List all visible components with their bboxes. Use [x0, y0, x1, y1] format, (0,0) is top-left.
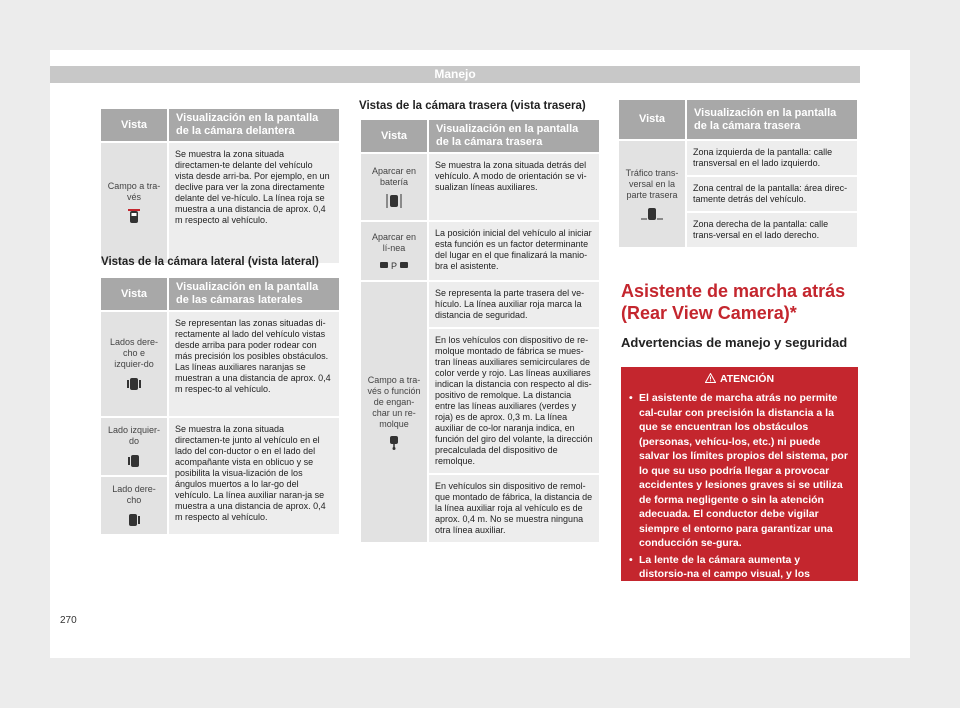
table-row — [361, 154, 601, 222]
table-cell-desc: Se muestra la zona situada directamen-te junto al vehículo en el lado del con-ductor o en el lado del acompañante vista en oblicuo y se posibilita la visua-lización de los ángulos muertos a lo lar-go del vehículo. La línea auxiliar naran-ja se muestra a una distancia de aprox. 0,4 m respecto al vehículo. — [169, 418, 341, 536]
side-views-heading: Vistas de la cámara lateral (vista lateral) — [101, 256, 319, 268]
table-cell-desc: La posición inicial del vehículo al iniciar esta función es un factor determinante del lugar en el que finalizará la manio-bra el asistente. — [429, 222, 601, 282]
column-header-vista: Vista — [361, 120, 429, 154]
page-header — [50, 66, 860, 83]
column-header-desc: Visualización en la pantalla de las cámaras laterales — [169, 278, 341, 312]
table-row — [361, 282, 601, 329]
vista-label: Aparcar en batería — [371, 166, 417, 187]
section-subtitle: Advertencias de manejo y seguridad — [621, 335, 848, 350]
table-cell-desc: Se muestra la zona situada detrás del vehículo. A modo de orientación se vi-sualizan líneas auxiliares. — [429, 154, 601, 222]
cross-traffic-table — [619, 100, 859, 249]
page-header-title: Manejo — [434, 67, 476, 81]
column-header-desc: Visualización en la pantalla de la cámara delantera — [169, 109, 341, 143]
cross-traffic-table-wrap — [619, 100, 859, 249]
table-row — [101, 143, 341, 265]
svg-text:P: P — [391, 261, 398, 270]
warning-title-row — [621, 373, 858, 385]
warning-box — [621, 367, 858, 609]
car-left-side-icon — [127, 453, 141, 469]
table-row — [619, 141, 859, 177]
table-row — [101, 418, 341, 477]
car-both-sides-icon — [126, 376, 142, 392]
column-header-vista: Vista — [619, 100, 687, 141]
car-front-icon — [128, 209, 140, 225]
side-camera-table-wrap — [101, 278, 341, 536]
vista-label: Campo a tra-vés — [107, 181, 161, 202]
rear-camera-table-wrap — [361, 120, 601, 544]
column-header-vista: Vista — [101, 109, 169, 143]
column-header-vista: Vista — [101, 278, 169, 312]
page-number: 270 — [60, 615, 77, 626]
section-title: Asistente de marcha atrás (Rear View Camera)* — [621, 281, 846, 323]
vista-label: Tráfico trans-versal en la parte trasera — [625, 167, 679, 200]
car-right-side-icon — [127, 512, 141, 528]
table-cell-desc: Zona central de la pantalla: área direc-tamente detrás del vehículo. — [687, 177, 859, 213]
table-cell-desc: Zona derecha de la pantalla: calle trans-versal en el lado derecho. — [687, 213, 859, 249]
column-header-desc: Visualización en la pantalla de la cámara trasera — [429, 120, 601, 154]
cross-traffic-icon — [641, 207, 663, 221]
warning-triangle-icon — [705, 373, 716, 383]
vista-label: Lado izquier-do — [107, 424, 161, 446]
vista-label: Lados dere-cho e izquier-do — [109, 336, 159, 369]
table-cell-desc: Se representa la parte trasera del ve-hículo. La línea auxiliar roja marca la distancia de seguridad. — [429, 282, 601, 329]
front-camera-table-wrap — [101, 109, 341, 265]
warning-item: • La lente de la cámara aumenta y distorsio-na el campo visual, y los objetos pueden ob-servarse en la pantalla de forma distinta a la — [629, 553, 850, 611]
vista-label: Lado dere-cho — [112, 483, 156, 505]
warning-title: ATENCIÓN — [719, 373, 775, 385]
vista-label: Aparcar en lí-nea — [371, 232, 417, 253]
column-header-desc: Visualización en la pantalla de la cámara trasera — [687, 100, 859, 141]
warning-body — [629, 391, 850, 613]
trailer-hitch-icon — [388, 436, 400, 450]
park-line-icon — [379, 260, 409, 270]
warning-item: • El asistente de marcha atrás no permite cal-cular con precisión la distancia a la que se encuentran los obstáculos (personas, vehícu-los, etc.) ni puede salvar los límites propios del sistema, por lo que su uso podría llegar a provocar accidentes y lesiones graves si se utiliza de forma negligente o sin la atención adecuada. El conductor debe vigilar siempre el entorno para garantizar una conducción se-gura. — [629, 391, 850, 551]
front-camera-table — [101, 109, 341, 265]
side-camera-table — [101, 278, 341, 536]
table-cell-desc: Se representan las zonas situadas di-rectamente al lado del vehículo vistas desde arriba para poder rodear con más precisión los posibles obstáculos. Las líneas auxiliares naranjas se muestran a una distancia de aprox. 0,4 m respec-to al vehículo. — [169, 312, 341, 418]
table-cell-desc: Se muestra la zona situada directamen-te delante del vehículo vista desde arri-ba. Por ejemplo, en un declive para ver la zona directamente delante del ve-hículo. La línea roja se muestra a una distancia de aprox. 0,4 m respecto al vehículo. — [169, 143, 341, 265]
vista-label: Campo a tra-vés o función de engan-char un re-molque — [367, 374, 421, 429]
table-cell-desc: En vehículos sin dispositivo de remol-que montado de fábrica, la distancia de la línea auxiliar roja al vehículo es de aprox. 0,4 m. No se muestra ninguna otra línea auxiliar. — [429, 475, 601, 544]
rear-camera-table — [361, 120, 601, 544]
table-cell-desc: Zona izquierda de la pantalla: calle transversal en el lado izquierdo. — [687, 141, 859, 177]
table-row — [101, 312, 341, 418]
park-bay-icon — [385, 194, 403, 208]
table-row — [361, 222, 601, 282]
table-cell-desc: En los vehículos con dispositivo de re-molque montado de fábrica se mues-tran líneas auxiliares semicirculares de color verde y rojo. Las líneas auxiliares indican la distancia con respecto al dis-positivo de remolque. La distancia entre las líneas auxiliares (verdes y roja) es de aprox. 0,3 m. La línea auxiliar de co-lor naranja indica, en función del giro del volante, la dirección precalculada del dispositivo de remolque. — [429, 329, 601, 475]
rear-views-heading: Vistas de la cámara trasera (vista trasera) — [359, 100, 586, 112]
